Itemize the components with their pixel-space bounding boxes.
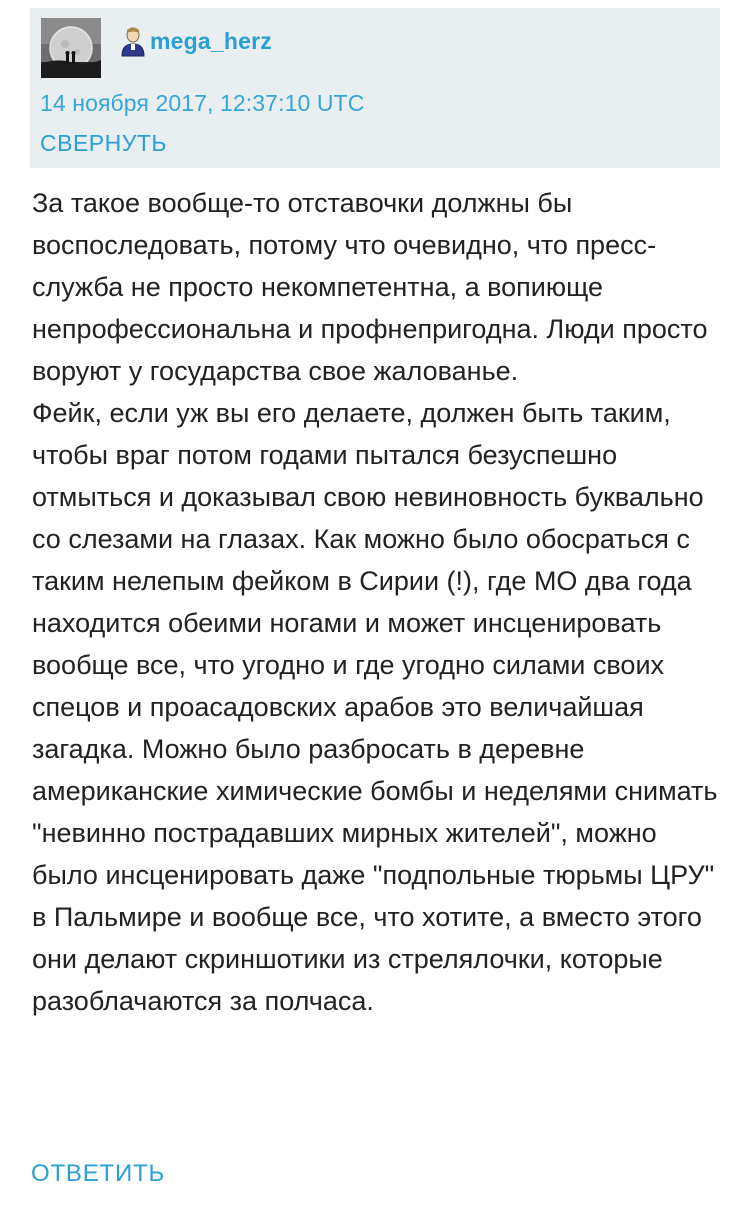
comment-paragraph: За такое вообще-то отставочки должны бы воспоследовать, потому что очевидно, что пресс-служба не просто некомпетентна, а вопиюще непрофессиональна и профнепригодна. Люди просто воруют у государства свое жалованье. [32, 188, 708, 386]
reply-link[interactable]: ОТВЕТИТЬ [31, 1160, 166, 1187]
comment-timestamp[interactable]: 14 ноября 2017, 12:37:10 UTC [40, 90, 365, 116]
collapse-link[interactable]: СВЕРНУТЬ [40, 130, 167, 156]
comment-paragraph: Фейк, если уж вы его делаете, должен быть таким, чтобы враг потом годами пытался безуспешно отмыться и доказывал свою невиновность буквально со слезами на глазах. Как можно было обосраться с таким нелепым фейком в Сирии (!), где МО два года находится обеими ногами и может инсценировать вообще все, что угодно и где угодно силами своих спецов и проасадовских арабов это величайшая загадка. Можно было разбросать в деревне американские химические бомбы и неделями снимать "невинно пострадавших мирных жителей", можно было инсценировать даже "подпольные тюрьмы ЦРУ" в Пальмире и вообще все, что хотите, а вместо этого они делают скриншотики из стрелялочки, которые разоблачаются за полчаса. [32, 398, 718, 1016]
comment-body [32, 182, 722, 1022]
moon-night-avatar-icon [41, 18, 101, 78]
author-username[interactable]: mega_herz [150, 27, 272, 54]
author-row [118, 24, 272, 58]
comment-header [30, 8, 720, 168]
user-icon [118, 25, 148, 57]
avatar[interactable] [41, 18, 101, 78]
